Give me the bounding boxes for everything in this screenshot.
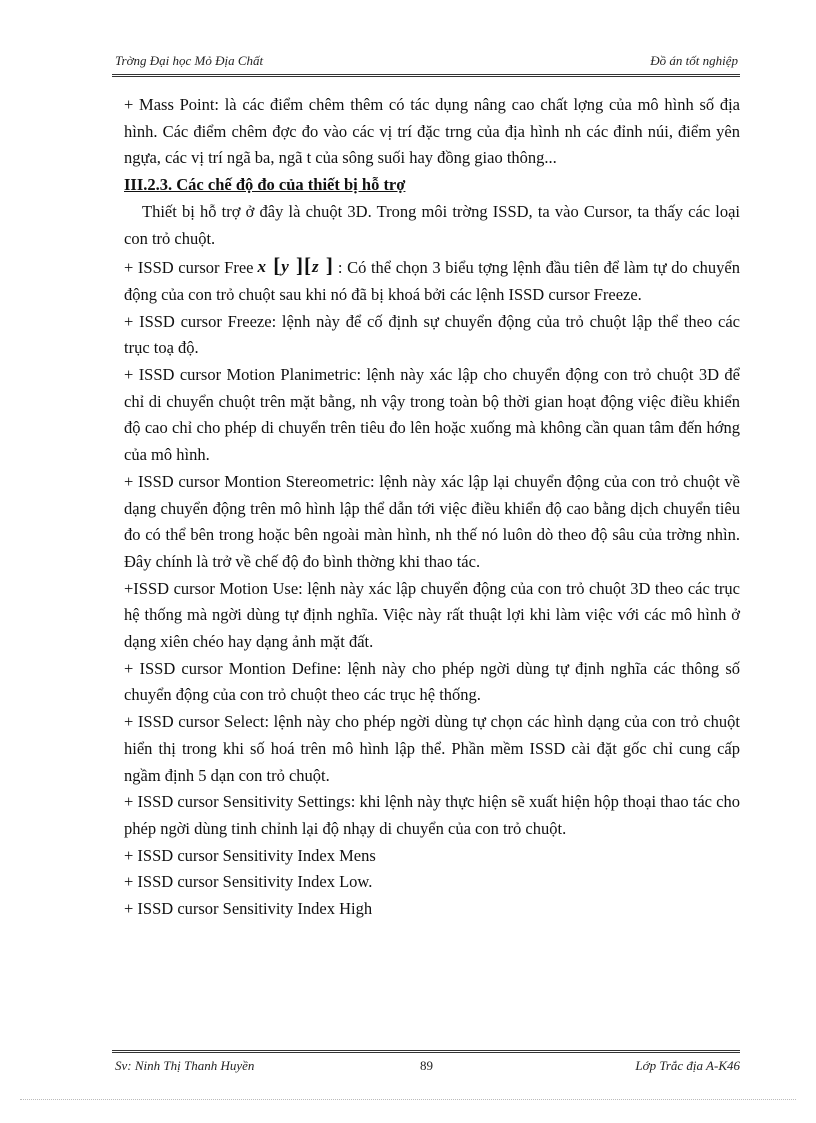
paragraph-motion-planimetric: + ISSD cursor Motion Planimetric: lệnh này xác lập cho chuyển động con trỏ chuột 3D để chỉ di chuyển chuột trên mặt bằng, nh vậy trong toàn bộ thời gian hoạt động việc điều khiển độ cao chỉ cho phép di chuyển trên tiêu đo lên hoặc xuống mà không cần quan tâm đến hớng của mô hình. <box>124 365 740 465</box>
paragraph-motion-define: + ISSD cursor Montion Define: lệnh này cho phép ngời dùng tự định nghĩa các thông số chuyển động của con trỏ chuột theo các trục hệ thống. <box>124 658 740 705</box>
section-heading: III.2.3. Các chế độ đo của thiết bị hỗ trợ <box>124 175 406 195</box>
paragraph-cursor-freeze: + ISSD cursor Freeze: lệnh này để cố định sự chuyển động của trỏ chuột lập thể theo các trục toạ độ. <box>124 311 740 358</box>
paragraph-cursor-select: + ISSD cursor Select: lệnh này cho phép ngời dùng tự chọn các hình dạng của con trỏ chuột hiển thị trong khi số hoá trên mô hình lập thể. Phần mềm ISSD cài đặt gốc chỉ cung cấp ngầm định 5 dạn con trỏ chuột. <box>124 712 740 785</box>
item-sensitivity-mens: + ISSD cursor Sensitivity Index Mens <box>124 845 376 865</box>
item-sensitivity-high: + ISSD cursor Sensitivity Index High <box>124 899 373 919</box>
paragraph-motion-use: +ISSD cursor Motion Use: lệnh này xác lập chuyển động của con trỏ chuột 3D theo các trục hệ thống mà ngời dùng tự định nghĩa. Việc này rất thuật lợi khi làm việc với các mô hình ở dạng xiên chéo hay dạng ảnh mặt đất. <box>124 578 740 652</box>
x-axis-icon: x <box>257 257 267 277</box>
footer-class: Lớp Trắc địa A-K46 <box>635 1058 740 1073</box>
item-sensitivity-low: + ISSD cursor Sensitivity Index Low. <box>124 872 373 892</box>
page-body <box>124 92 740 923</box>
cursor-free-text: : Có thể chọn 3 biểu tợng lệnh đầu tiên để làm tự do chuyển động của con trỏ chuột sau khi nó đã bị khoá bởi các lệnh ISSD cursor Freeze. <box>124 258 740 304</box>
header-doc-type: Đồ án tốt nghiệp <box>650 53 738 68</box>
footer-rule <box>112 1050 740 1053</box>
page-break-dots <box>20 1099 796 1100</box>
paragraph-sensitivity-settings: + ISSD cursor Sensitivity Settings: khi lệnh này thực hiện sẽ xuất hiện hộp thoại thao tác cho phép ngời dùng tinh chỉnh lại độ nhạy di chuyển của con trỏ chuột. <box>124 792 740 838</box>
paragraph-cursor-free <box>124 252 740 308</box>
y-axis-icon: y <box>281 257 290 277</box>
cursor-free-prefix: + ISSD cursor Free <box>124 258 254 278</box>
footer-student: Sv: Ninh Thị Thanh Huyền <box>115 1058 255 1073</box>
paragraph-mass-point: + Mass Point: là các điểm chêm thêm có tác dụng nâng cao chất lợng của mô hình số địa hình. Các điểm chêm đợc đo vào các vị trí đặc trng của địa hình nh các đỉnh núi, điểm yên ngựa, các vị trí ngã ba, ngã t của sông suối hay đồng giao thông... <box>124 95 740 168</box>
paragraph-intro: Thiết bị hỗ trợ ở đây là chuột 3D. Trong môi trờng ISSD, ta vào Cursor, ta thấy các loại con trỏ chuột. <box>124 201 740 248</box>
header-university: Trờng Đại học Mỏ Địa Chất <box>115 53 264 68</box>
xyz-axis-icons: x [y ][z ] <box>257 253 334 278</box>
header-rule <box>112 74 740 77</box>
page-header <box>112 50 740 72</box>
page-number: 89 <box>420 1058 433 1073</box>
paragraph-motion-stereometric: + ISSD cursor Montion Stereometric: lệnh này xác lập lại chuyển động của con trỏ chuột về dạng chuyển động trên mô hình lập thể dẫn tới việc điều khiển độ cao bằng dịch chuyển tiêu đo có thể bên trong hoặc bên ngoài màn hình, nh thế nó luôn dò theo độ sâu của trờng nhìn. Đây chính là trở về chế độ đo bình thờng khi thao tác. <box>124 471 740 571</box>
page-footer <box>112 1058 740 1078</box>
z-axis-icon: z <box>312 257 320 277</box>
